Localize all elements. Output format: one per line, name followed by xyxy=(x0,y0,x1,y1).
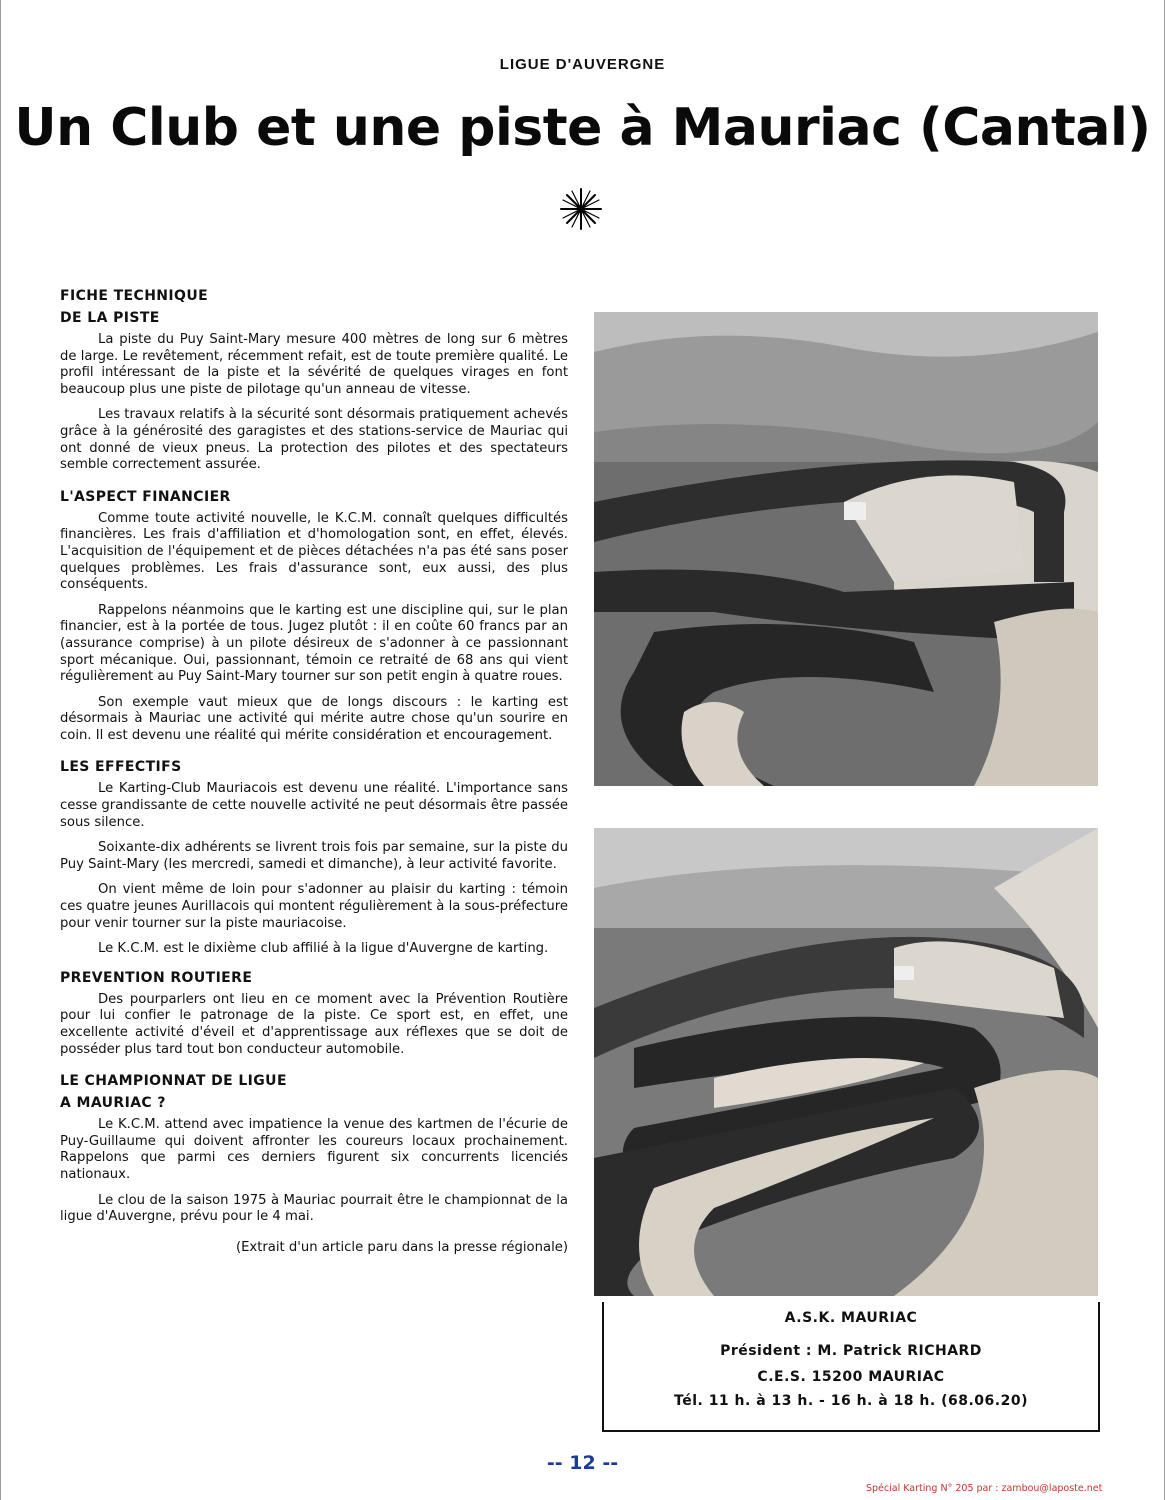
club-address: C.E.S. 15200 MAURIAC xyxy=(757,1369,945,1385)
paragraph: On vient même de loin pour s'adonner au plaisir du karting : témoin ces quatre jeunes Aurillacois qui montent régulièrement à la sous-préfecture pour venir tourner sur la piste mauriacoise. xyxy=(60,882,568,931)
paragraph: Des pourparlers ont lieu en ce moment avec la Prévention Routière pour lui confier le patronage de la piste. Ce sport est, en effet, une excellente activité d'éveil et d'apprentissage aux réflexes que se doit de posséder plus tard tout bon conducteur automobile. xyxy=(60,991,568,1057)
paragraph: Soixante-dix adhérents se livrent trois fois par semaine, sur la piste du Puy Saint-Mary (les mercredi, samedi et dimanche), à leur activité favorite. xyxy=(60,840,568,872)
paragraph: Le K.C.M. est le dixième club affilié à la ligue d'Auvergne de karting. xyxy=(98,941,549,957)
page-number: -- 12 -- xyxy=(546,1452,619,1474)
star-ornament-icon xyxy=(559,187,603,231)
source-note: (Extrait d'un article paru dans la presse régionale) xyxy=(235,1239,568,1255)
club-phone: Tél. 11 h. à 13 h. - 16 h. à 18 h. (68.06.20) xyxy=(674,1393,1028,1409)
club-name: A.S.K. MAURIAC xyxy=(784,1310,918,1326)
footer-credit: Spécial Karting N° 205 par : zambou@laposte.net xyxy=(866,1483,1103,1494)
section-heading: DE LA PISTE xyxy=(60,310,160,326)
paragraph: Rappelons néanmoins que le karting est une discipline qui, sur le plan financier, est à la portée de tous. Jugez plutôt : il en coûte 60 francs par an (assurance comprise) à un pilote désireux de s'adonner à ce passionnant sport mécanique. Oui, passionnant, témoin ce retraité de 68 ans qui vient régulièrement au Puy Saint-Mary tourner sur son petit engin à quatre roues. xyxy=(60,602,568,685)
track-photo-top xyxy=(594,312,1098,786)
track-photo-bottom xyxy=(594,828,1098,1296)
section-heading: LES EFFECTIFS xyxy=(60,759,182,776)
paragraph: La piste du Puy Saint-Mary mesure 400 mètres de long sur 6 mètres de large. Le revêtement, récemment refait, est de toute première qualité. Le profil intéressant de la piste et la sévérité de quelques virages en font beaucoup plus une piste de pilotage qu'un anneau de vitesse. xyxy=(60,332,568,397)
paragraph: Le Karting-Club Mauriacois est devenu une réalité. L'importance sans cesse grandissante de cette nouvelle activité ne peut désormais être passée sous silence. xyxy=(60,781,568,830)
page-title: Un Club et une piste à Mauriac (Cantal) xyxy=(14,98,1151,158)
article-column xyxy=(60,285,568,1265)
paragraph: Son exemple vaut mieux que de longs discours : le karting est désormais à Mauriac une activité qui mérite autre chose qu'un sourire en coin. Il est devenu une réalité qui mérite considération et encouragement. xyxy=(60,694,568,743)
paragraph: Les travaux relatifs à la sécurité sont désormais pratiquement achevés grâce à la générosité des garagistes et des stations-service de Mauriac qui ont donné de vieux pneus. La protection des pilotes et des spectateurs semble correctement assurée. xyxy=(60,407,568,473)
paragraph: Le K.C.M. attend avec impatience la venue des kartmen de l'écurie de Puy-Guillaume qui doivent affronter les coureurs locaux prochainement. Rappelons que parmi ces derniers figurent six concurrents licenciés nationaux. xyxy=(60,1117,568,1182)
section-kicker: LIGUE D'AUVERGNE xyxy=(499,56,666,73)
club-info-box xyxy=(602,1302,1100,1432)
club-president: Président : M. Patrick RICHARD xyxy=(720,1343,982,1359)
paragraph: Comme toute activité nouvelle, le K.C.M. connaît quelques difficultés financières. Les frais d'affiliation et d'homologation sont, en effet, élevés. L'acquisition de l'équipement et de pièces détachées n'a pas été sans poser quelques problèmes. Les frais d'assurance sont, eux aussi, des plus conséquents. xyxy=(60,510,568,593)
paragraph: Le clou de la saison 1975 à Mauriac pourrait être le championnat de la ligue d'Auvergne, prévu pour le 4 mai. xyxy=(60,1192,568,1225)
section-heading: LE CHAMPIONNAT DE LIGUE xyxy=(60,1073,287,1090)
section-heading: A MAURIAC ? xyxy=(60,1095,166,1112)
section-heading: PREVENTION ROUTIERE xyxy=(60,969,253,986)
section-heading: FICHE TECHNIQUE xyxy=(60,288,209,304)
page-border-left xyxy=(0,0,1,1500)
section-heading: L'ASPECT FINANCIER xyxy=(60,488,231,505)
